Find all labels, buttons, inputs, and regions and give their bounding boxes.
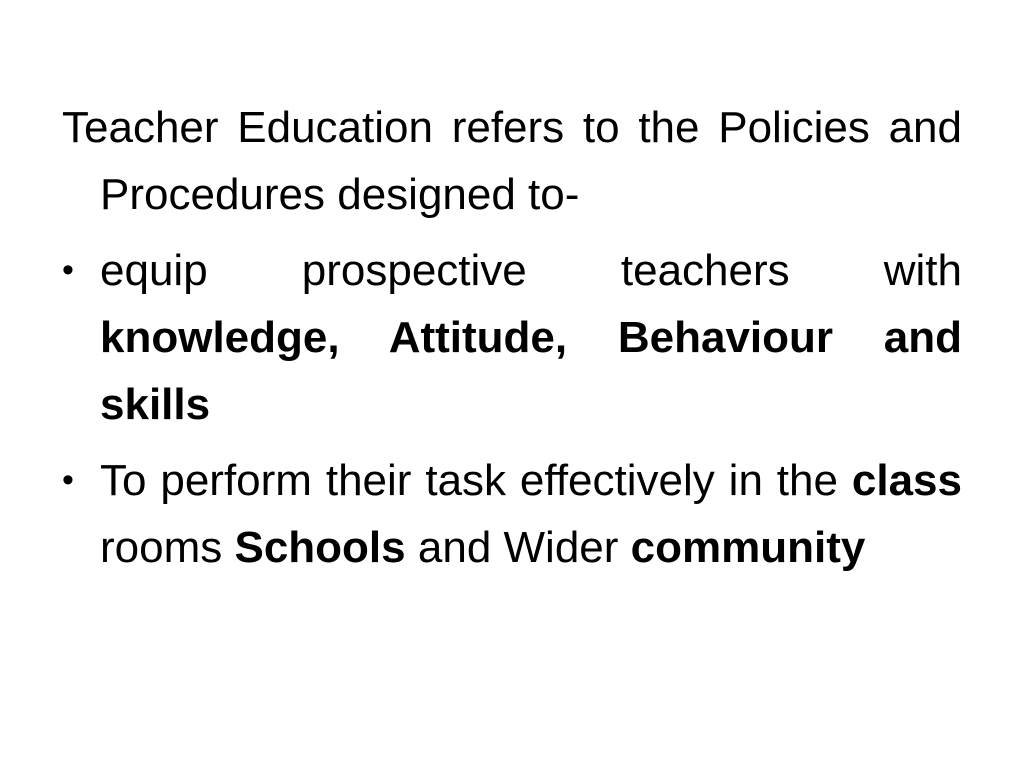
bullet-item-equip xyxy=(62,237,962,438)
bullet-item-perform xyxy=(62,447,962,581)
slide-body xyxy=(62,94,962,581)
bullet-equip-text: equip prospective teachers with xyxy=(100,246,962,295)
bullet-icon: • xyxy=(62,251,74,289)
bullet-icon: • xyxy=(62,461,74,499)
bullet-perform-text-3: and Wider xyxy=(417,523,619,572)
bullet-equip-bold: knowledge, Attitude, Behaviour and skills xyxy=(100,313,962,429)
bullet-perform-bold-class: class xyxy=(851,456,962,505)
intro-paragraph: Teacher Education refers to the Policies and Procedures designed to- xyxy=(62,103,962,219)
bullet-perform-text-1: To perform their task effectively in the xyxy=(100,456,838,505)
bullet-perform-bold-schools: Schools xyxy=(234,523,406,572)
bullet-perform-bold-community: community xyxy=(630,523,866,572)
bullet-perform-text-2: rooms xyxy=(100,523,223,572)
